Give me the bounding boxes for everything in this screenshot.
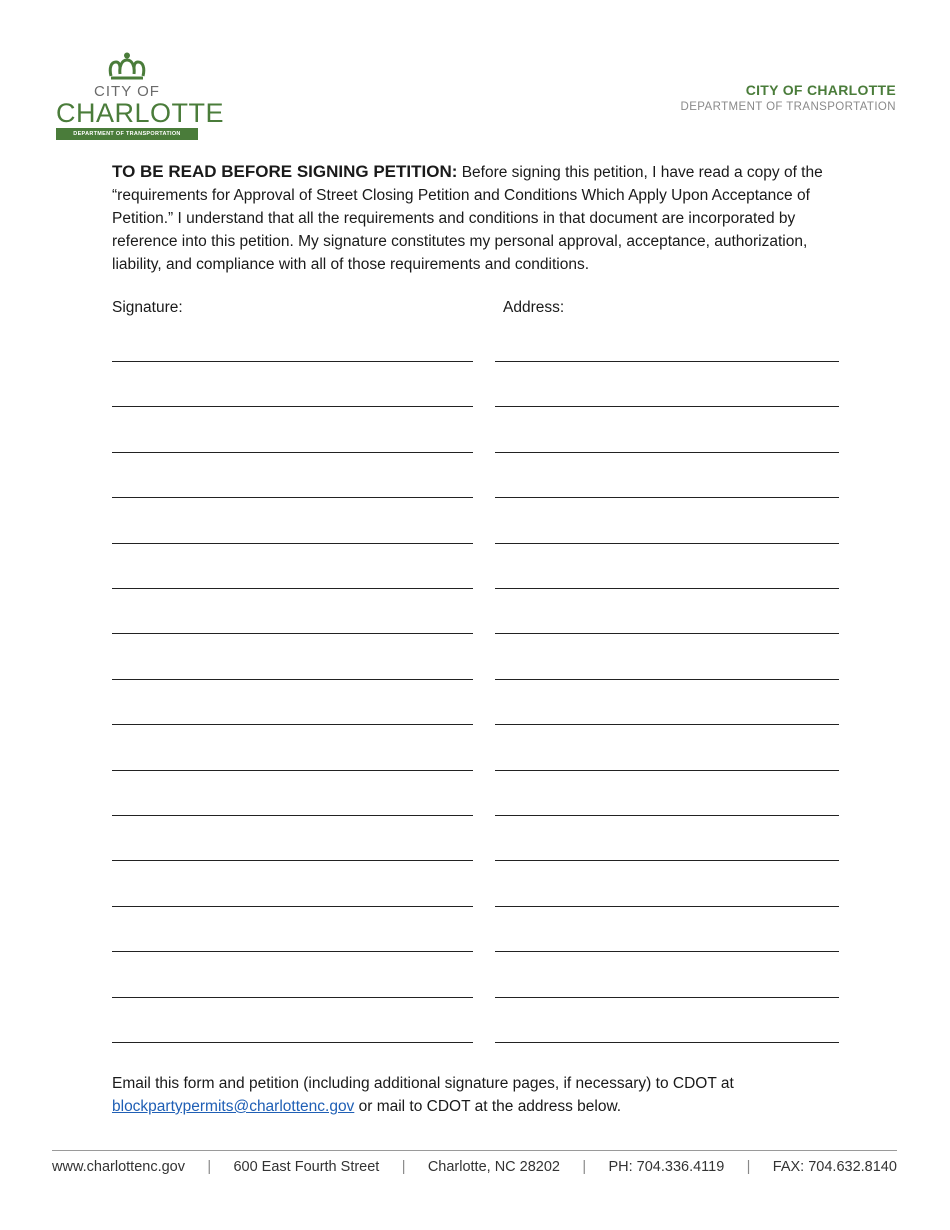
footer-fax: FAX: 704.632.8140 [772, 1159, 897, 1175]
address-line[interactable] [495, 543, 839, 544]
address-line[interactable] [495, 406, 839, 407]
logo-dept-bar: DEPARTMENT OF TRANSPORTATION [56, 128, 198, 140]
signature-line[interactable] [112, 543, 473, 544]
signature-line[interactable] [112, 1042, 473, 1043]
footer-street: 600 East Fourth Street [233, 1159, 380, 1175]
intro-body: Before signing this petition, I have read a copy of the “requirements for Approval of Street Closing Petition and Conditions Which Apply Upon Acceptance of Petition.” I understand that all the requirements and conditions in that document are incorporated by reference into this petition. My signature constitutes my personal approval, acceptance, authorization, liability, and compliance with all of those requirements and conditions. [112, 164, 823, 273]
email-link[interactable]: blockpartypermits@charlottenc.gov [112, 1098, 355, 1115]
signature-line[interactable] [112, 997, 473, 998]
signature-line[interactable] [112, 770, 473, 771]
signature-line[interactable] [112, 679, 473, 680]
footer-separator: | [401, 1159, 406, 1175]
address-line[interactable] [495, 1042, 839, 1043]
signature-line[interactable] [112, 815, 473, 816]
signature-line[interactable] [112, 724, 473, 725]
address-line[interactable] [495, 815, 839, 816]
signature-line[interactable] [112, 497, 473, 498]
header-city: CITY OF CHARLOTTE [745, 82, 896, 98]
signature-line[interactable] [112, 951, 473, 952]
address-line[interactable] [495, 724, 839, 725]
footer-note-after: or mail to CDOT at the address below. [354, 1098, 622, 1115]
signature-line[interactable] [112, 860, 473, 861]
footer-note [112, 1072, 842, 1118]
signature-column-label: Signature: [112, 299, 183, 316]
address-line[interactable] [495, 452, 839, 453]
signature-line[interactable] [112, 906, 473, 907]
address-line[interactable] [495, 361, 839, 362]
footer-city: Charlotte, NC 28202 [427, 1159, 560, 1175]
logo-city-of: CITY OF [94, 83, 160, 100]
address-line[interactable] [495, 770, 839, 771]
address-column-label: Address: [503, 299, 565, 316]
footer-separator: | [207, 1159, 212, 1175]
header-dept: DEPARTMENT OF TRANSPORTATION [680, 101, 896, 113]
address-line[interactable] [495, 633, 839, 634]
address-line[interactable] [495, 588, 839, 589]
signature-line[interactable] [112, 361, 473, 362]
signature-line[interactable] [112, 588, 473, 589]
logo-charlotte: CHARLOTTE [56, 98, 225, 128]
address-line[interactable] [495, 497, 839, 498]
footer-divider [52, 1150, 897, 1151]
address-line[interactable] [495, 860, 839, 861]
footer-contact [52, 1159, 897, 1175]
footer-website[interactable]: www.charlottenc.gov [52, 1159, 185, 1175]
footer-note-before: Email this form and petition (including additional signature pages, if necessary) to CDOT at [112, 1075, 734, 1092]
address-line[interactable] [495, 679, 839, 680]
signature-line[interactable] [112, 406, 473, 407]
footer-phone: PH: 704.336.4119 [608, 1159, 725, 1175]
footer-separator: | [746, 1159, 751, 1175]
signature-line[interactable] [112, 633, 473, 634]
footer-separator: | [582, 1159, 587, 1175]
intro-lead: TO BE READ BEFORE SIGNING PETITION: [112, 162, 458, 181]
address-line[interactable] [495, 906, 839, 907]
address-line[interactable] [495, 951, 839, 952]
signature-line[interactable] [112, 452, 473, 453]
address-line[interactable] [495, 997, 839, 998]
